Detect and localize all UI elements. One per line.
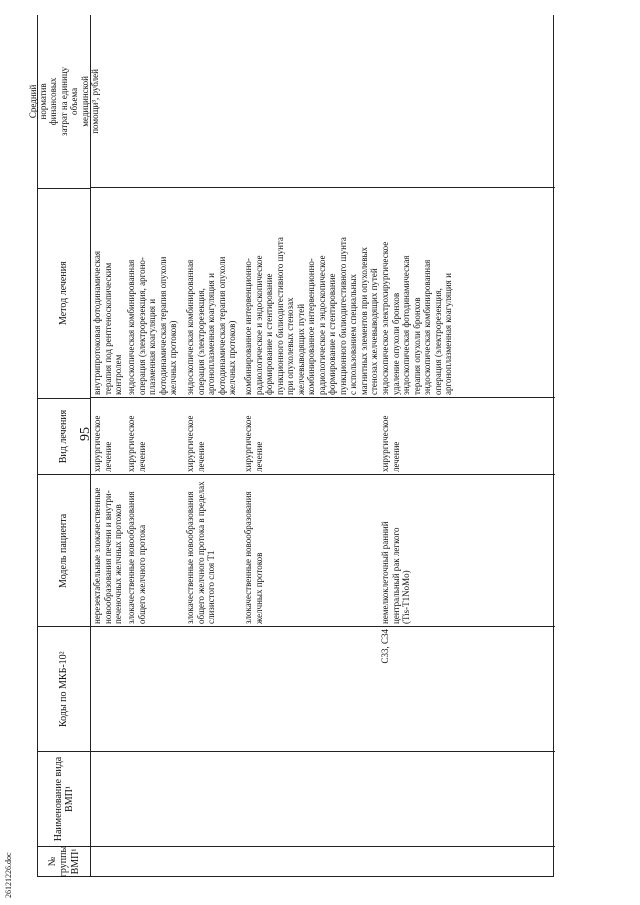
row3-method: эндоскопическая комбинированная операция (электрорезекция, аргоноплазменная коагуляция и фотодинамическая терапия опухоли желчных протоков) — [185, 256, 237, 395]
row5-method: эндоскопическое электрохирургическое удаление опухоли бронхов эндоскопическая фотодинамическая терапия опухоли бронхов эндоскопическая комбинированная операция (электрорезекция, аргоноплазменная коагуляция и — [380, 241, 453, 395]
header-name: Наименование вида ВМП¹ — [38, 751, 90, 846]
header-patient-model: Модель пациента — [38, 474, 90, 626]
header-method: Метод лечения — [38, 188, 90, 398]
header-icd-codes: Коды по МКБ-10² — [38, 626, 90, 751]
row4-treatment-type: хирургическое лечение — [243, 415, 264, 472]
row2-method: эндоскопическая комбинированная операция (электрорезекция, аргоно- плазменная коагуляция и фотодинамическая терапия опухоли желчных протоков) — [126, 256, 178, 395]
header-treatment-type: Вид лечения — [38, 398, 90, 475]
row3-treatment-type: хирургическое лечение — [185, 415, 206, 472]
column-icd-codes — [90, 626, 555, 751]
column-treatment-type — [90, 397, 555, 474]
page-number: 95 — [78, 427, 93, 441]
header-group-no: № группы ВМП¹ — [38, 846, 90, 876]
row1-method: внутрипротоковая фотодинамическая терапия под рентгеноскопическим контролем — [92, 251, 123, 395]
row5-patient-model: немелкоклеточный ранний центральный рак легкого (Tis-T1NoMo) — [380, 521, 411, 624]
row2-treatment-type: хирургическое лечение — [126, 415, 147, 472]
footer-doc-code: 26121226.doc — [4, 852, 13, 898]
row2-patient-model: злокачественные новообразования общего желчного протока — [126, 491, 147, 624]
row5-treatment-type: хирургическое лечение — [380, 415, 401, 472]
row1-treatment-type: хирургическое лечение — [92, 415, 113, 472]
column-patient-model — [90, 474, 555, 626]
table-header — [27, 15, 100, 878]
table-body — [90, 15, 555, 876]
column-group-no — [90, 846, 555, 876]
row4-method: комбинированное интервенционно- радиологическое и эндоскопическое формирование и стентирование пункционного билиодигестивного шунта при опухолевых стенозах желчевыводящих путей комбинированное интервенционно- радиологическое и эндоскопическое формирование и стентирование пункционного билиодигестивного шунта с использованием специальных магнитных элементов при опухолевых стенозах желчевыводящих путей — [243, 237, 379, 395]
column-name — [90, 751, 555, 846]
vmp-table — [27, 15, 554, 878]
row1-patient-model: нерезектабельные злокачественные новообразования печени и внутри- печеночных желчных протоков — [92, 487, 123, 624]
row5-icd-codes: C33, C34 — [380, 629, 390, 664]
header-cost: Средний норматив финансовых затрат на единицу объема медицинской помощи³, рублей — [27, 66, 100, 136]
row4-patient-model: злокачественные новообразования желчных протоков — [243, 491, 264, 624]
row3-patient-model: злокачественные новообразования общего желчного протока в пределах слизистого слоя T1 — [185, 481, 216, 624]
